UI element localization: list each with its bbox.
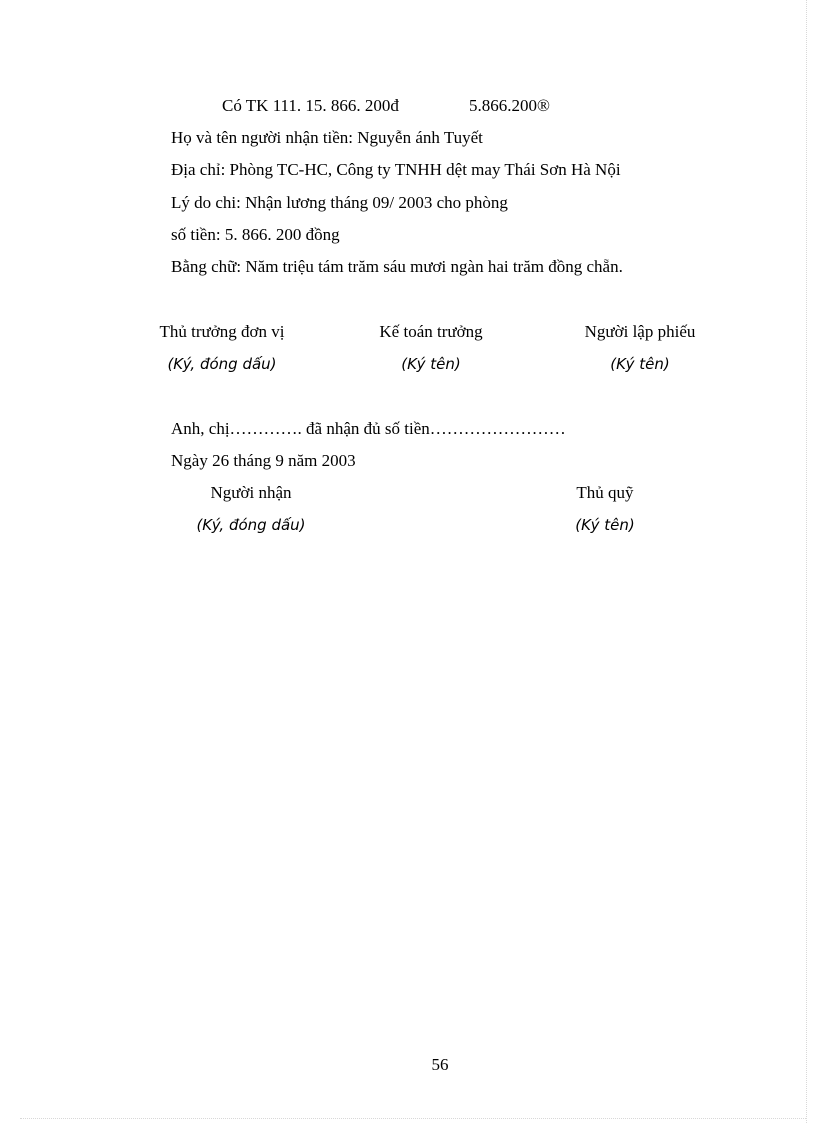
signature-cashier-title: Thủ quỹ bbox=[576, 483, 634, 502]
signature-preparer-note: (Ký tên) bbox=[610, 355, 670, 373]
address-line: Địa chỉ: Phòng TC-HC, Công ty TNHH dệt may Thái Sơn Hà Nội bbox=[171, 160, 621, 179]
page-number: 56 bbox=[431, 1055, 449, 1074]
payment-reason-line: Lý do chi: Nhận lương tháng 09/ 2003 cho phòng bbox=[171, 193, 508, 212]
signature-cashier-note: (Ký tên) bbox=[575, 516, 635, 534]
recipient-name-line: Họ và tên người nhận tiền: Nguyễn ánh Tuyết bbox=[171, 128, 483, 147]
amount-line: số tiền: 5. 866. 200 đồng bbox=[171, 225, 340, 244]
signature-preparer-title: Người lập phiếu bbox=[584, 322, 696, 341]
receipt-date-line: Ngày 26 tháng 9 năm 2003 bbox=[171, 451, 356, 470]
signature-chief-accountant-title: Kế toán trưởng bbox=[379, 322, 483, 341]
page-border-right bbox=[806, 0, 807, 1123]
page-border-bottom bbox=[20, 1118, 806, 1119]
receipt-confirmation-line: Anh, chị…………. đã nhận đủ số tiền…………………… bbox=[171, 419, 566, 438]
signature-chief-accountant-note: (Ký tên) bbox=[401, 355, 461, 373]
credit-amount: 5.866.200® bbox=[469, 96, 550, 115]
signature-head-of-unit-note: (Ký, đóng dấu) bbox=[167, 355, 277, 373]
signature-recipient-title: Người nhận bbox=[210, 483, 292, 502]
amount-in-words-line: Bằng chữ: Năm triệu tám trăm sáu mươi ngàn hai trăm đồng chẵn. bbox=[171, 257, 623, 276]
signature-recipient-note: (Ký, đóng dấu) bbox=[196, 516, 306, 534]
credit-account-line: Có TK 111. 15. 866. 200đ bbox=[222, 96, 399, 115]
signature-head-of-unit-title: Thủ trưởng đơn vị bbox=[159, 322, 285, 341]
